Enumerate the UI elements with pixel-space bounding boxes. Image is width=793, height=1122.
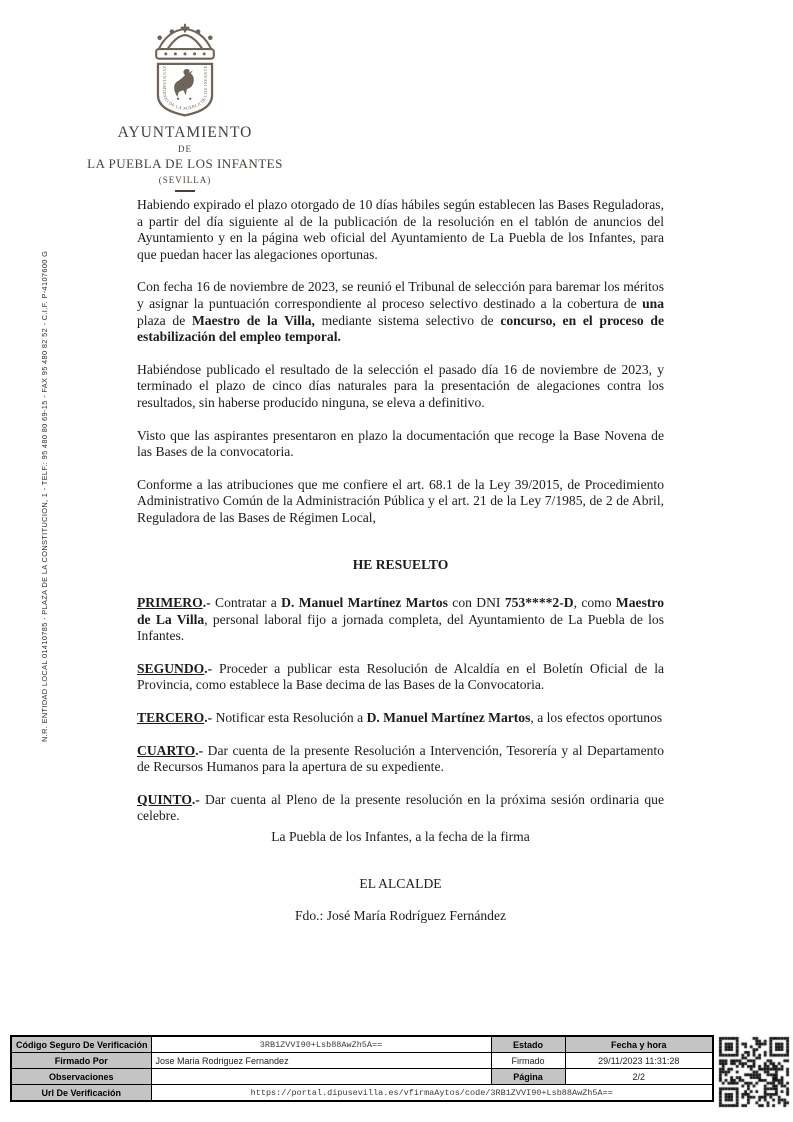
table-row [11, 1053, 713, 1069]
registry-side-text: N.R. ENTIDAD LOCAL 01410785 - PLAZA DE LA CONSTITUCION, 1 - TELF.: 95 480 80 69-15 - FAX 95 480 82 52 - C.I.F. P-4107600 G [40, 250, 49, 742]
url-value: https://portal.dipusevilla.es/vfirmaAytos/code/3RB1ZVVI90+Lsb88AwZh5A== [151, 1085, 713, 1102]
org-province: (SEVILLA) [158, 175, 212, 185]
clause-cuarto: CUARTO.- Dar cuenta de la presente Resolución a Intervención, Tesorería y al Departamento de Recursos Humanos para la apertura de su expediente. [137, 742, 664, 775]
url-label: Url De Verificación [11, 1085, 151, 1102]
paragraph-aspirantes: Visto que las aspirantes presentaron en plazo la documentación que recoge la Base Novena de las Bases de la convocatoria. [137, 427, 664, 460]
letterhead [85, 22, 285, 192]
estado-label: Estado [491, 1036, 565, 1053]
estado-value: Firmado [491, 1053, 565, 1069]
signer-title: EL ALCALDE [359, 875, 442, 891]
place-and-date-line: La Puebla de los Infantes, a la fecha de la firma [271, 829, 530, 845]
observaciones-label: Observaciones [11, 1069, 151, 1085]
clause-segundo: SEGUNDO.- Proceder a publicar esta Resolución de Alcaldía en el Boletín Oficial de la Provincia, como establece la Base decima de las Bases de la Convocatoria. [137, 660, 664, 693]
paragraph-plazo: Habiendo expirado el plazo otorgado de 10 días hábiles según establecen las Bases Reguladoras, a partir del día siguiente al de la publicación de la resolución en el tablón de anuncios del Ayuntamiento y en la página web oficial del Ayuntamiento de La Puebla de los Infantes, para que puedan hacer las alegaciones oportunas. [137, 197, 664, 262]
org-name-line2: DE [178, 144, 192, 154]
pagina-value: 2/2 [565, 1069, 713, 1085]
resolution-body [137, 197, 664, 925]
clause-tercero: TERCERO.- Notificar esta Resolución a D. Manuel Martínez Martos, a los efectos oportunos [137, 710, 663, 726]
qr-code [716, 1033, 792, 1111]
csv-value: 3RB1ZVVI90+Lsb88AwZh5A== [151, 1036, 491, 1053]
observaciones-value [151, 1069, 491, 1085]
paragraph-atribuciones: Conforme a las atribuciones que me confiere el art. 68.1 de la Ley 39/2015, de Procedimiento Administrativo Común de la Administración Pública y el art. 21 de la Ley 7/1985, de 2 de Abril, Reguladora de las Bases de Régimen Local, [137, 476, 664, 525]
fecha-label: Fecha y hora [565, 1036, 713, 1053]
table-row [11, 1085, 713, 1102]
firmado-por-value: Jose Maria Rodriguez Fernandez [151, 1053, 491, 1069]
signed-by-line: Fdo.: José María Rodríguez Fernández [294, 908, 507, 924]
clause-primero: PRIMERO.- Contratar a D. Manuel Martínez Martos con DNI 753****2-D, como Maestro de La Villa, personal laboral fijo a jornada completa, del Ayuntamiento de La Puebla de los Infantes. [137, 595, 664, 644]
org-name-line1: AYUNTAMIENTO [117, 124, 253, 141]
fecha-value: 29/11/2023 11:31:28 [565, 1053, 713, 1069]
pagina-label: Página [491, 1069, 565, 1085]
firmado-por-label: Firmado Por [11, 1053, 151, 1069]
resolve-heading: HE RESUELTO [352, 556, 449, 572]
header-divider [175, 190, 195, 192]
csv-label: Código Seguro De Verificación [11, 1036, 151, 1053]
org-name-line3: LA PUEBLA DE LOS INFANTES [87, 156, 283, 171]
paragraph-tribunal: Con fecha 16 de noviembre de 2023, se reunió el Tribunal de selección para baremar los méritos y asignar la puntuación correspondiente al proceso selectivo destinado a la cobertura de una plaza de Maestro de la Villa, mediante sistema selectivo de concurso, en el proceso de estabilización del empleo temporal. [137, 279, 664, 345]
table-row [11, 1036, 713, 1053]
coat-of-arms-icon [132, 22, 238, 118]
paragraph-resultado: Habiéndose publicado el resultado de la selección el pasado día 16 de noviembre de 2023, y terminado el plazo de cinco días naturales para la presentación de alegaciones contra los resultados, sin haberse producido ninguna, se eleva a definitivo. [137, 361, 664, 410]
clause-quinto: QUINTO.- Dar cuenta al Pleno de la presente resolución en la próxima sesión ordinaria que celebre. [137, 791, 664, 824]
table-row [11, 1069, 713, 1085]
verification-table [10, 1035, 714, 1102]
verification-footer [10, 1035, 714, 1102]
crest-curved-text: AYUNTAMIENTO DE LA PUEBLA DE LOS INFANTE [162, 65, 208, 112]
